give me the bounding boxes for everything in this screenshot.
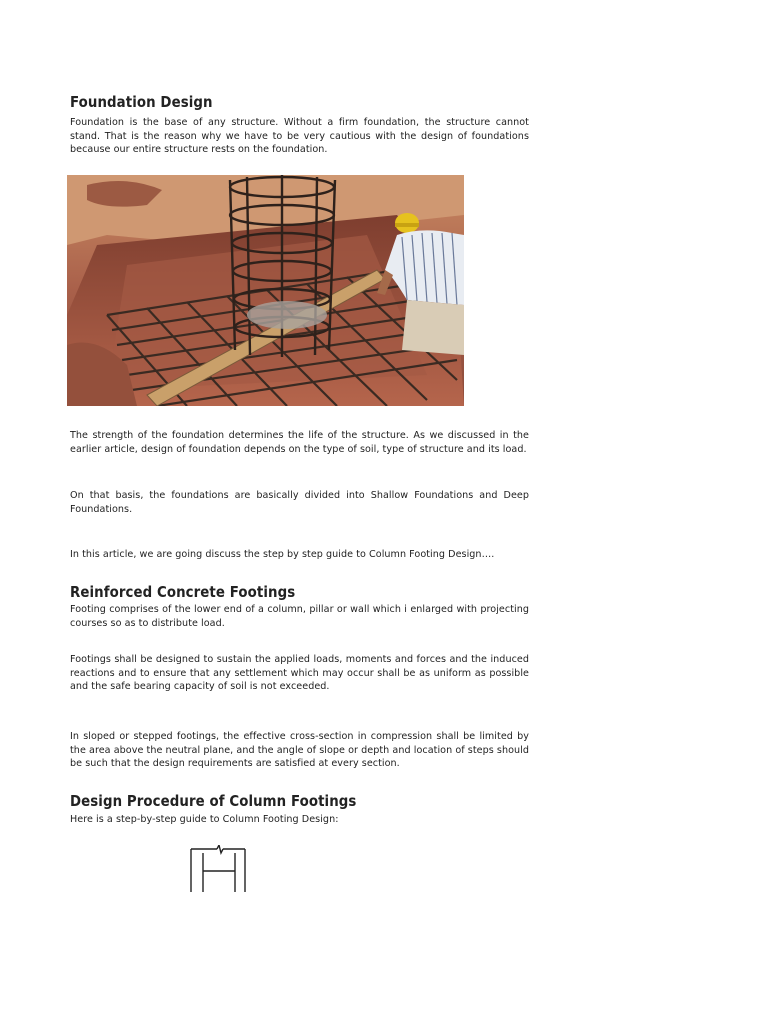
heading-reinforced-concrete-footings: Reinforced Concrete Footings bbox=[70, 583, 296, 601]
heading-design-procedure: Design Procedure of Column Footings bbox=[70, 792, 357, 810]
article-intro-paragraph: In this article, we are going discuss the step by step guide to Column Footing Design…. bbox=[70, 549, 495, 560]
rebar-cage-illustration bbox=[67, 175, 464, 406]
basis-paragraph: On that basis, the foundations are basically divided into Shallow Foundations and Deep Foundations. bbox=[70, 490, 529, 515]
intro-paragraph: Foundation is the base of any structure. Without a firm foundation, the structure cannot stand. That is the reason why we have to be very cautious with the design of foundations because our entire structure rests on the foundation. bbox=[70, 117, 529, 155]
sloped-footings-paragraph: In sloped or stepped footings, the effective cross-section in compression shall be limited by the area above the neutral plane, and the angle of slope or depth and location of steps should be such that the design requirements are satisfied at every section. bbox=[70, 731, 529, 769]
foundation-rebar-photo bbox=[67, 175, 464, 406]
footing-design-paragraph: Footings shall be designed to sustain the applied loads, moments and forces and the induced reactions and to ensure that any settlement which may occur shall be as uniform as possible and the safe bearing capacity of soil is not exceeded. bbox=[70, 654, 529, 692]
footing-definition-paragraph: Footing comprises of the lower end of a column, pillar or wall which i enlarged with projecting courses so as to distribute load. bbox=[70, 604, 529, 629]
strength-paragraph: The strength of the foundation determines the life of the structure. As we discussed in the earlier article, design of foundation depends on the type of soil, type of structure and its load. bbox=[70, 430, 529, 455]
heading-foundation-design: Foundation Design bbox=[70, 93, 213, 111]
column-footing-sketch bbox=[188, 845, 248, 893]
procedure-intro-paragraph: Here is a step-by-step guide to Column Footing Design: bbox=[70, 814, 339, 825]
